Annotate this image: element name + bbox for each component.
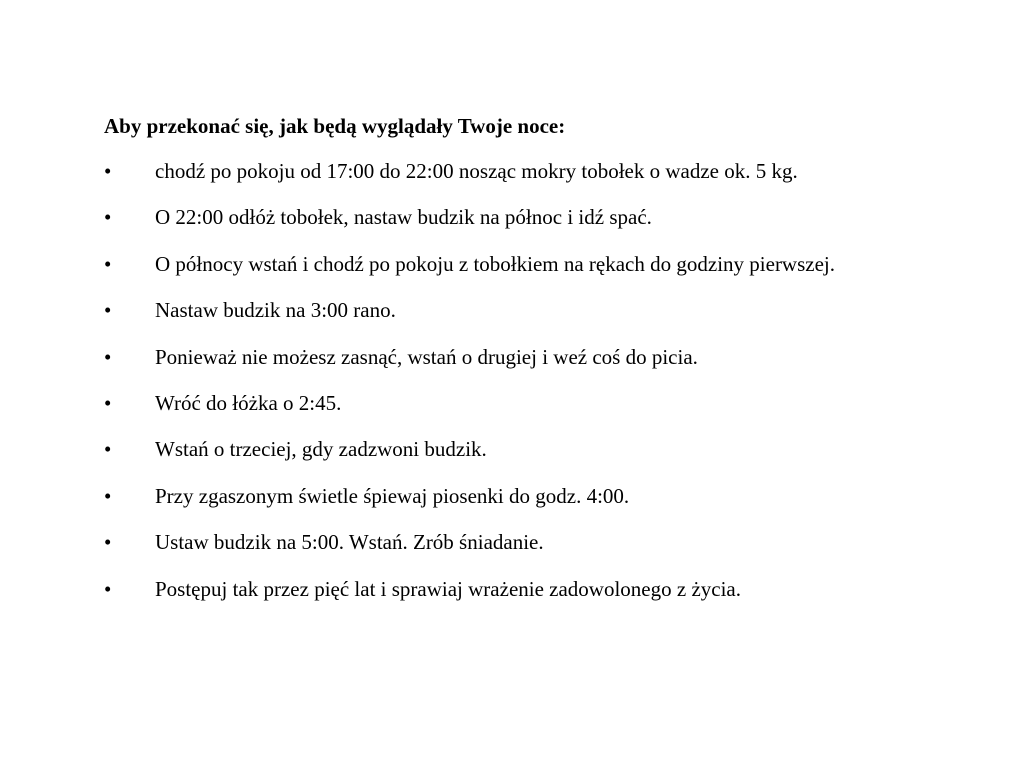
- bullet-icon: •: [104, 530, 112, 555]
- bullet-icon: •: [104, 390, 112, 415]
- bullet-icon: •: [104, 298, 112, 323]
- bullet-icon: •: [104, 159, 112, 183]
- list-item-text: O 22:00 odłóż tobołek, nastaw budzik na północ i idź spać.: [155, 205, 652, 230]
- list-item-text: O północy wstań i chodź po pokoju z tobołkiem na rękach do godziny pierwszej.: [155, 251, 835, 276]
- list-item-text: Nastaw budzik na 3:00 rano.: [155, 298, 396, 323]
- bullet-icon: •: [104, 576, 112, 601]
- list-item-text: chodź po pokoju od 17:00 do 22:00 nosząc mokry tobołek o wadze ok. 5 kg.: [155, 159, 798, 183]
- slide-heading: Aby przekonać się, jak będą wyglądały Twoje noce:: [104, 114, 566, 138]
- list-item-text: Wróć do łóżka o 2:45.: [155, 390, 342, 415]
- bullet-icon: •: [104, 251, 112, 276]
- list-item-text: Postępuj tak przez pięć lat i sprawiaj wrażenie zadowolonego z życia.: [155, 576, 742, 601]
- bullet-icon: •: [104, 483, 112, 508]
- bullet-icon: •: [104, 437, 112, 462]
- bullet-icon: •: [104, 344, 112, 369]
- list-item-text: Wstań o trzeciej, gdy zadzwoni budzik.: [155, 437, 487, 462]
- bullet-icon: •: [104, 205, 112, 230]
- list-item-text: Ustaw budzik na 5:00. Wstań. Zrób śniadanie.: [155, 530, 544, 555]
- list-item-text: Przy zgaszonym świetle śpiewaj piosenki do godz. 4:00.: [155, 483, 630, 508]
- list-item-text: Ponieważ nie możesz zasnąć, wstań o drugiej i weź coś do picia.: [155, 344, 698, 369]
